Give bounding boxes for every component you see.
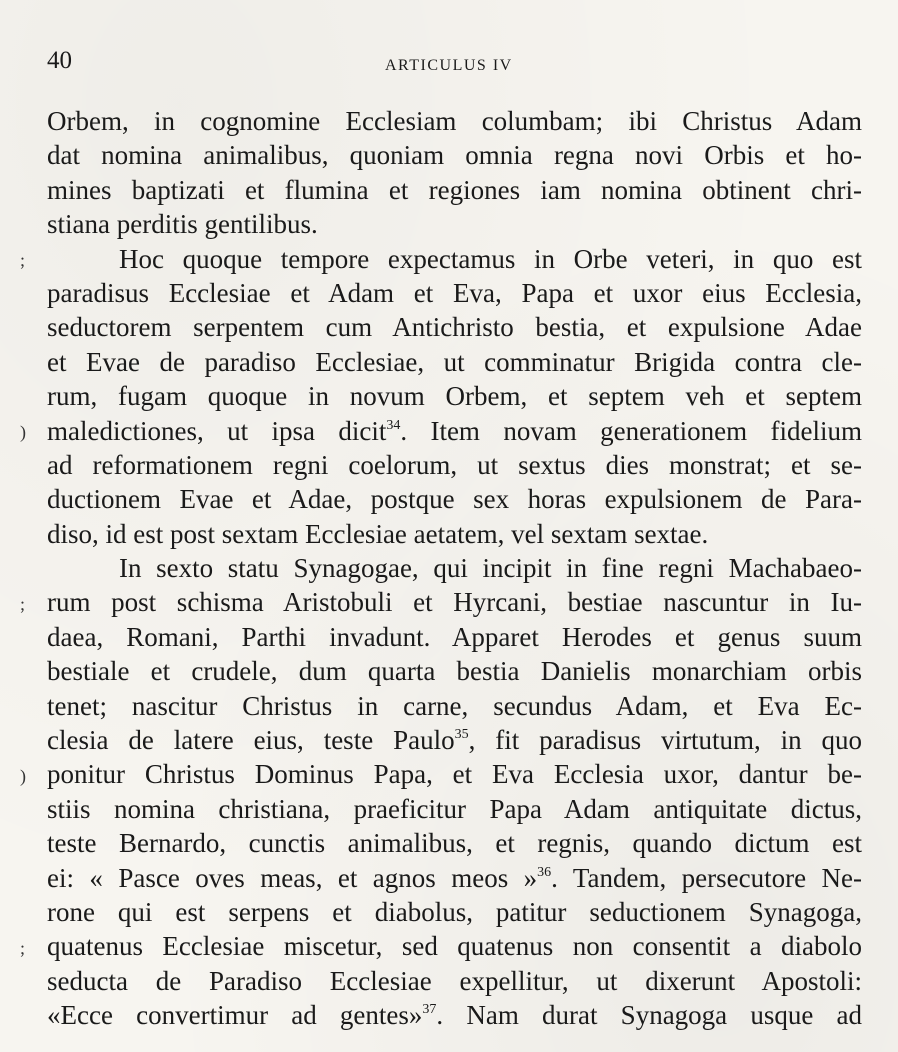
line-text: diso, id est post sextam Ecclesiae aetatem, vel sextam sextae.	[47, 518, 709, 549]
text-line	[47, 276, 862, 310]
text-line	[47, 207, 862, 241]
text-line	[47, 414, 862, 448]
text-line	[47, 482, 862, 516]
line-text: rum, fugam quoque in novum Orbem, et septem veh et septem	[47, 381, 862, 412]
line-text: Hoc quoque tempore expectamus in Orbe veteri, in quo est	[119, 243, 862, 274]
text-line	[47, 242, 862, 276]
margin-mark: )	[20, 421, 26, 442]
text-line	[47, 620, 862, 654]
line-text-continued: , fit paradisus virtutum, in quo	[468, 725, 862, 756]
line-text-continued: . Item novam generationem fidelium	[400, 415, 862, 446]
text-line	[47, 826, 862, 860]
line-text: rum post schisma Aristobuli et Hyrcani, bestiae nascuntur in Iu-	[47, 587, 862, 618]
line-text: clesia de latere eius, teste Paulo	[47, 725, 455, 756]
text-line	[47, 792, 862, 826]
line-text: ponitur Christus Dominus Papa, et Eva Ecclesia uxor, dantur be-	[47, 759, 862, 790]
text-line	[47, 998, 862, 1032]
line-text: Orbem, in cognomine Ecclesiam columbam; ibi Christus Adam	[47, 106, 862, 136]
text-line	[47, 689, 862, 723]
line-text: seducta de Paradiso Ecclesiae expellitur, ut dixerunt Apostoli:	[47, 965, 862, 996]
line-text-continued: . Tandem, persecutore Ne-	[551, 862, 862, 893]
text-line	[47, 964, 862, 998]
line-text-continued: . Nam durat Synagoga usque ad	[436, 1000, 863, 1031]
line-text: bestiale et crudele, dum quarta bestia Danielis monarchiam orbis	[47, 656, 862, 687]
line-text: stiis nomina christiana, praeficitur Papa Adam antiquitate dictus,	[47, 793, 862, 824]
line-text: rone qui est serpens et diabolus, patitur seductionem Synagoga,	[47, 896, 862, 927]
text-line	[47, 517, 862, 551]
text-line	[47, 173, 862, 207]
margin-mark: ;	[20, 593, 26, 614]
line-text: paradisus Ecclesiae et Adam et Eva, Papa et uxor eius Ecclesia,	[47, 277, 862, 308]
running-head: ARTICULUS IV	[385, 57, 513, 74]
line-text: mines baptizati et flumina et regiones iam nomina obtinent chri-	[47, 174, 862, 205]
line-text: et Evae de paradiso Ecclesiae, ut comminatur Brigida contra cle-	[47, 346, 862, 377]
footnote-marker[interactable]: 34	[386, 417, 401, 433]
line-text: stiana perditis gentilibus.	[47, 209, 318, 240]
line-text: «Ecce convertimur ad gentes»	[47, 1000, 423, 1031]
line-text: ductionem Evae et Adae, postque sex horas expulsionem de Para-	[47, 484, 862, 515]
line-text: tenet; nascitur Christus in carne, secundus Adam, et Eva Ec-	[47, 690, 862, 721]
footnote-marker[interactable]: 35	[454, 727, 469, 743]
line-text: seductorem serpentem cum Antichristo bestia, et expulsione Adae	[47, 312, 862, 343]
text-line	[47, 345, 862, 379]
text-line	[47, 757, 862, 791]
line-text: daea, Romani, Parthi invadunt. Apparet Herodes et genus suum	[47, 621, 862, 652]
line-text: dat nomina animalibus, quoniam omnia regna novi Orbis et ho-	[47, 140, 862, 171]
margin-mark: )	[20, 765, 26, 786]
page-number: 40	[47, 47, 72, 74]
margin-mark: ;	[20, 937, 26, 958]
line-text: In sexto statu Synagogae, qui incipit in fine regni Machabaeo-	[119, 553, 862, 584]
text-line	[47, 723, 862, 757]
line-text: maledictiones, ut ipsa dicit	[47, 415, 387, 446]
line-text: teste Bernardo, cunctis animalibus, et regnis, quando dictum est	[47, 828, 862, 859]
text-line	[47, 448, 862, 482]
line-text: ad reformationem regni coelorum, ut sextus dies monstrat; et se-	[47, 449, 862, 480]
body-text	[47, 104, 862, 1033]
text-line	[47, 310, 862, 344]
text-line	[47, 104, 862, 138]
text-line	[47, 379, 862, 413]
text-line	[47, 551, 862, 585]
text-line	[47, 654, 862, 688]
text-line	[47, 929, 862, 963]
footnote-marker[interactable]: 36	[537, 864, 552, 880]
line-text: quatenus Ecclesiae miscetur, sed quatenus non consentit a diabolo	[47, 931, 862, 962]
text-line	[47, 861, 862, 895]
line-text: ei: « Pasce oves meas, et agnos meos »	[47, 862, 538, 893]
margin-mark: ;	[20, 249, 26, 270]
footnote-marker[interactable]: 37	[422, 1002, 437, 1018]
text-line	[47, 895, 862, 929]
text-line	[47, 138, 862, 172]
text-line	[47, 585, 862, 619]
